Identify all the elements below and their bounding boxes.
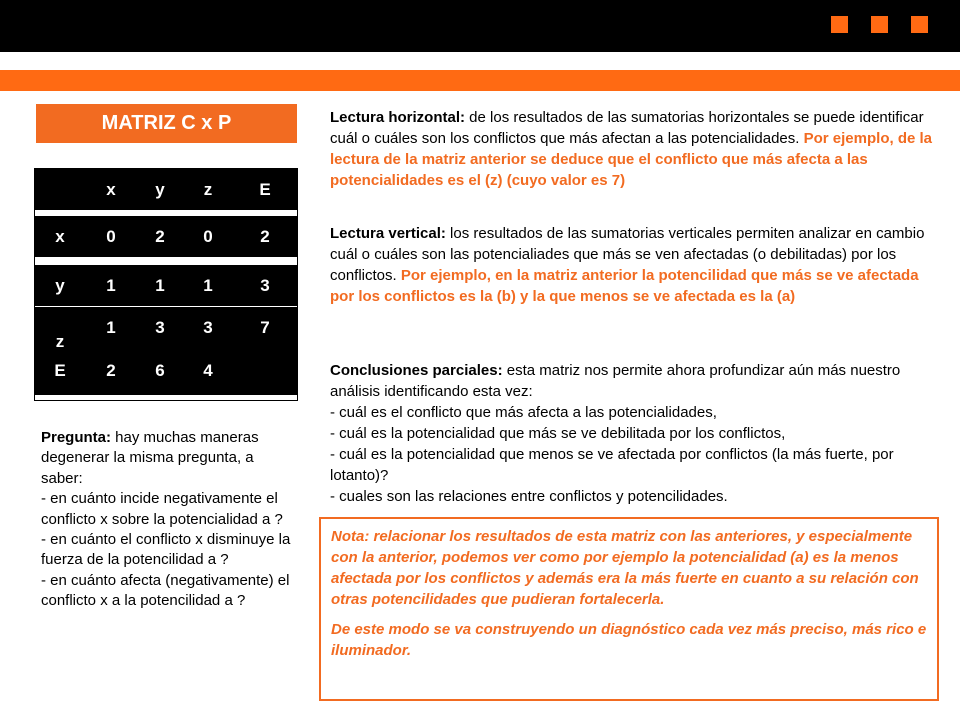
conclusions-block	[330, 360, 940, 507]
conclusion-item: - cuál es la potencialidad que menos se ve afectada por conflictos (la más fuerte, por lotanto)?	[330, 446, 894, 484]
matrix-cell: 1	[203, 275, 213, 295]
matrix-header-cell: x	[106, 179, 116, 199]
vertical-reading-block	[330, 223, 940, 307]
matrix-row-total: 7	[260, 317, 270, 337]
vertical-reading-text: los resultados de las sumatorias verticales permiten analizar en cambio cuál o cuáles son las potencialiades que más se ven afectadas (o debilitadas) por los conflictos.	[330, 225, 925, 284]
matrix-cell: 0	[106, 226, 116, 246]
matrix-column-total: 4	[203, 360, 213, 380]
matrix-column-total: 6	[155, 360, 165, 380]
conclusion-item: - cuál es la potencialidad que más se ve debilitada por los conflictos,	[330, 425, 786, 442]
matrix-row-label: z	[55, 331, 65, 351]
matrix-row-label: E	[54, 360, 66, 380]
matrix-header-row	[35, 169, 297, 210]
decorative-square-3	[911, 16, 928, 33]
matrix-cell: 1	[106, 317, 116, 337]
matrix-header-cell: E	[259, 179, 271, 199]
matrix-row-label: y	[55, 275, 65, 295]
horizontal-reading-example: Por ejemplo, de la lectura de la matriz anterior se deduce que el conflicto que más afecta a las potencialidades es el (z) (cuyo valor es 7)	[330, 130, 932, 189]
note-paragraph: Nota: relacionar los resultados de esta matriz con las anteriores, y especialmente con la anterior, podemos ver como por ejemplo la potencialidad (a) es la menos afectada por los conflictos y además era la más fuerte en cuanto a su relación con otras potencilidades que pudieran fortalecerla.	[331, 528, 919, 608]
vertical-reading-example: Por ejemplo, en la matriz anterior la potencilidad que más se ve afectada por los conflictos es la (b) y la que menos se ve afectada es la (a)	[330, 267, 919, 305]
conclusions-text: esta matriz nos permite ahora profundizar aún más nuestro análisis identificando esta vez:	[330, 362, 901, 400]
matrix-header-cell: y	[155, 179, 165, 199]
vertical-reading-label: Lectura vertical:	[330, 225, 446, 242]
conclusions-label: Conclusiones parciales:	[330, 362, 503, 379]
matrix-cell: 0	[203, 226, 213, 246]
matrix-row-total: 3	[260, 275, 270, 295]
question-block	[41, 428, 295, 612]
matrix-cell: 1	[155, 275, 165, 295]
decorative-square-1	[831, 16, 848, 33]
matrix-row-label: x	[55, 226, 65, 246]
horizontal-reading-block	[330, 107, 940, 191]
matrix-cell: 1	[106, 275, 116, 295]
orange-accent-band	[0, 70, 960, 91]
horizontal-reading-label: Lectura horizontal:	[330, 109, 466, 126]
cxp-matrix	[34, 168, 298, 401]
slide-title: MATRIZ C x P	[36, 104, 297, 143]
note-paragraph: De este modo se va construyendo un diagnóstico cada vez más preciso, más rico e iluminador.	[331, 621, 927, 659]
matrix-column-total: 2	[106, 360, 116, 380]
decorative-square-2	[871, 16, 888, 33]
horizontal-reading-text: de los resultados de las sumatorias horizontales se puede identificar cuál o cuáles son los conflictos que más afectan a las potencialidades.	[330, 109, 924, 147]
matrix-cell: 3	[155, 317, 165, 337]
top-header-bar	[0, 0, 960, 52]
matrix-cell: 2	[155, 226, 165, 246]
matrix-cell: 3	[203, 317, 213, 337]
matrix-row-total: 2	[260, 226, 270, 246]
matrix-row	[35, 216, 297, 257]
question-item: - en cuánto el conflicto x disminuye la fuerza de la potencilidad a ?	[41, 531, 291, 569]
note-box	[319, 517, 939, 701]
conclusion-item: - cuales son las relaciones entre conflictos y potencilidades.	[330, 488, 728, 505]
question-item: - en cuánto afecta (negativamente) el conflicto x a la potencilidad a ?	[41, 571, 290, 610]
matrix-empty-cell	[233, 350, 297, 391]
matrix-row	[35, 265, 297, 306]
matrix-totals-row	[35, 350, 297, 395]
matrix-header-cell: z	[203, 179, 213, 199]
question-label: Pregunta:	[41, 429, 112, 446]
matrix-row	[35, 307, 297, 354]
matrix-corner-cell	[35, 169, 85, 210]
question-text: hay muchas maneras degenerar la misma pregunta, a saber:	[41, 429, 259, 487]
conclusion-item: - cuál es el conflicto que más afecta a las potencialidades,	[330, 404, 717, 421]
question-item: - en cuánto incide negativamente el conflicto x sobre la potencialidad a ?	[41, 490, 283, 528]
